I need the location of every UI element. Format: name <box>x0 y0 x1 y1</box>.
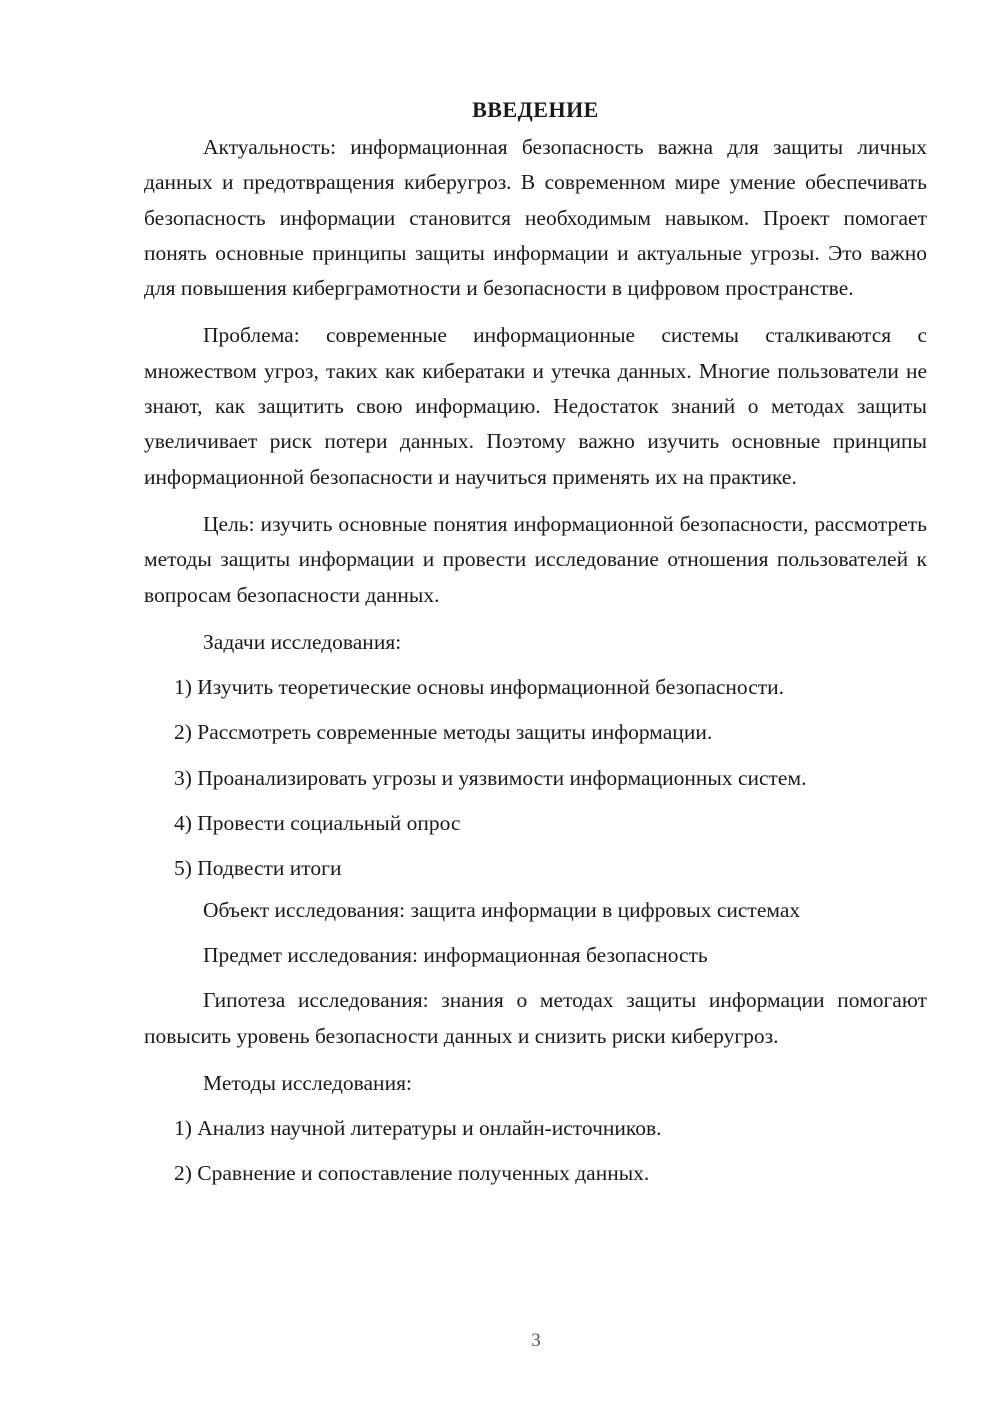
goal-paragraph: Цель: изучить основные понятия информационной безопасности, рассмотреть методы защиты информации и провести исследование отношения пользователей к вопросам безопасности данных. <box>144 511 927 607</box>
page-title: ВВЕДЕНИЕ <box>472 97 599 122</box>
methods-heading: Методы исследования: <box>203 1070 412 1095</box>
task-item-3: 3) Проанализировать угрозы и уязвимости информационных систем. <box>174 765 807 790</box>
task-item-5: 5) Подвести итоги <box>174 856 342 881</box>
problem-paragraph: Проблема: современные информационные системы сталкиваются с множеством угроз, таких как кибератаки и утечка данных. Многие пользователи не знают, как защитить свою информацию. Недостаток знаний о методах защиты увеличивает риск потери данных. Поэтому важно изучить основные принципы информационной безопасности и научиться применять их на практике. <box>144 323 927 489</box>
hypothesis-paragraph: Гипотеза исследования: знания о методах защиты информации помогают повысить уровень безопасности данных и снизить риски киберугроз. <box>144 988 927 1048</box>
task-item-2: 2) Рассмотреть современные методы защиты информации. <box>174 720 713 745</box>
research-subject: Предмет исследования: информационная безопасность <box>203 942 708 967</box>
relevance-paragraph: Актуальность: информационная безопасность важна для защиты личных данных и предотвращения киберугроз. В современном мире умение обеспечивать безопасность информации становится необходимым навыком. Проект помогает понять основные принципы защиты информации и актуальные угрозы. Это важно для повышения кибергрaмотности и безопасности в цифровом пространстве. <box>144 135 927 301</box>
method-item-1: 1) Анализ научной литературы и онлайн-источников. <box>174 1116 662 1141</box>
method-item-2: 2) Сравнение и сопоставление полученных данных. <box>174 1161 650 1186</box>
task-item-1: 1) Изучить теоретические основы информационной безопасности. <box>174 675 785 700</box>
task-item-4: 4) Провести социальный опрос <box>174 811 461 836</box>
research-object: Объект исследования: защита информации в цифровых системах <box>203 897 801 922</box>
tasks-heading: Задачи исследования: <box>203 629 402 654</box>
document-page <box>144 90 927 1202</box>
page-number: 3 <box>531 1330 541 1351</box>
